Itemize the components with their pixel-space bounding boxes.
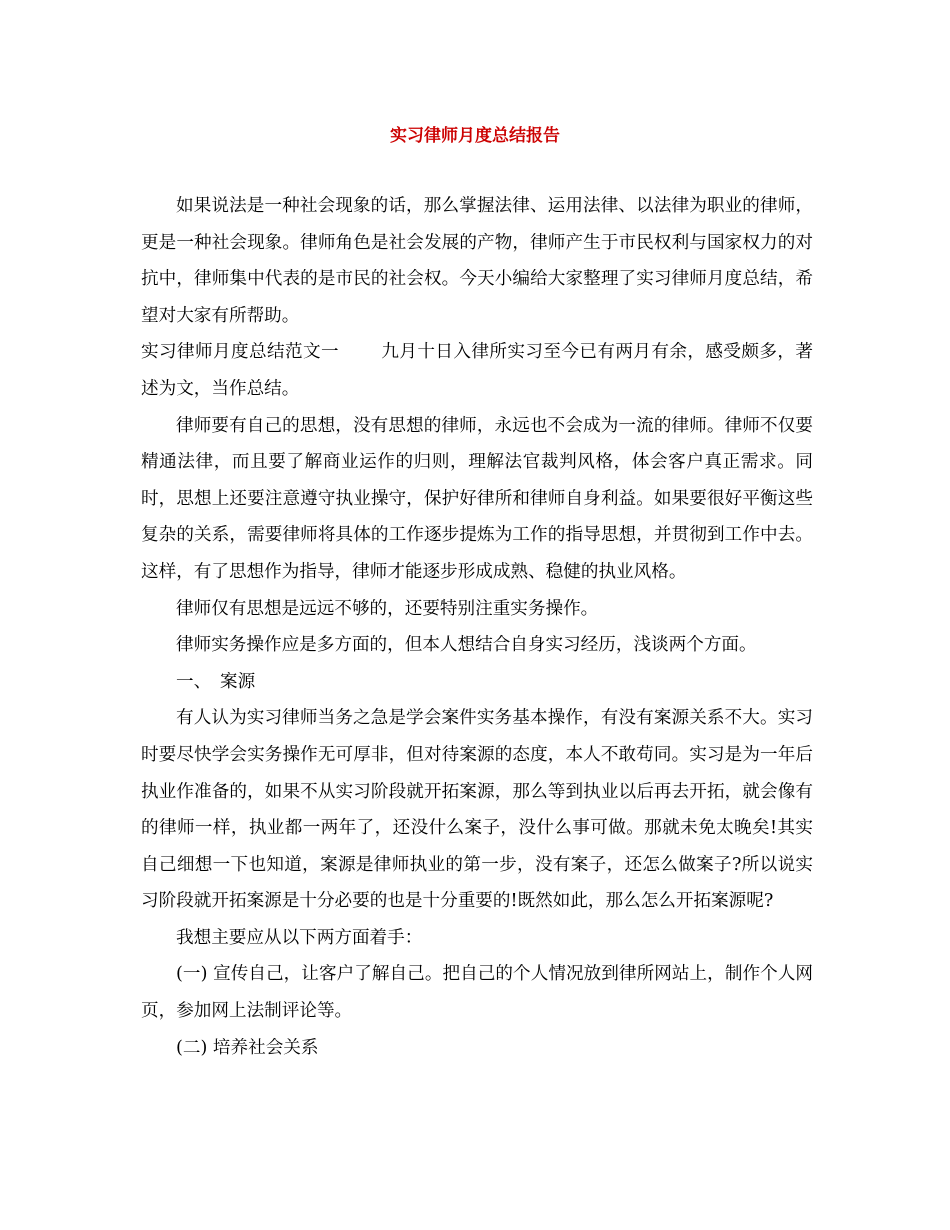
sample-intro-text: 九月十日入律所实习至今已有两月有余，感受颇多，著述为文，当作总结。: [141, 342, 813, 399]
document-body: [141, 188, 813, 1066]
intro-paragraph: 如果说法是一种社会现象的话，那么掌握法律、运用法律、以法律为职业的律师，更是一种社会现象。律师角色是社会发展的产物，律师产生于市民权利与国家权力的对抗中，律师集中代表的是市民的社会权。今天小编给大家整理了实习律师月度总结，希望对大家有所帮助。: [141, 196, 813, 326]
aspects-paragraph: 律师实务操作应是多方面的，但本人想结合自身实习经历，浅谈两个方面。: [176, 635, 757, 656]
sample-intro-paragraph: [141, 334, 813, 407]
item-one-paragraph: (一) 宣传自己，让客户了解自己。把自己的个人情况放到律所网站上，制作个人网页，参加网上法制评论等。: [141, 964, 813, 1022]
approach-paragraph: 我想主要应从以下两方面着手：: [176, 927, 423, 948]
sample-heading: 实习律师月度总结范文一: [141, 342, 339, 363]
document-title: 实习律师月度总结报告: [390, 126, 560, 146]
thought-paragraph: 律师要有自己的思想，没有思想的律师，永远也不会成为一流的律师。律师不仅要精通法律，而且要了解商业运作的归则，理解法官裁判风格，体会客户真正需求。同时，思想上还要注意遵守执业操守，保护好律所和律师自身利益。如果要很好平衡这些复杂的关系，需要律师将具体的工作逐步提炼为工作的指导思想，并贯彻到工作中去。这样，有了思想作为指导，律师才能逐步形成成熟、稳健的执业风格。: [141, 415, 813, 582]
case-source-paragraph: 有人认为实习律师当务之急是学会案件实务基本操作，有没有案源关系不大。实习时要尽快学会实务操作无可厚非，但对待案源的态度，本人不敢苟同。实习是为一年后执业作准备的，如果不从实习阶段就开拓案源，那么等到执业以后再去开拓，就会像有的律师一样，执业都一两年了，还没什么案子，没什么事可做。那就未免太晚矣!其实自己细想一下也知道，案源是律师执业的第一步，没有案子，还怎么做案子?所以说实习阶段就开拓案源是十分必要的也是十分重要的!既然如此，那么怎么开拓案源呢?: [141, 708, 813, 912]
practice-paragraph: 律师仅有思想是远远不够的，还要特别注重实务操作。: [176, 598, 599, 619]
section-heading-case-source: 一、 案源: [176, 671, 256, 692]
item-two-paragraph: (二) 培养社会关系: [176, 1037, 319, 1058]
